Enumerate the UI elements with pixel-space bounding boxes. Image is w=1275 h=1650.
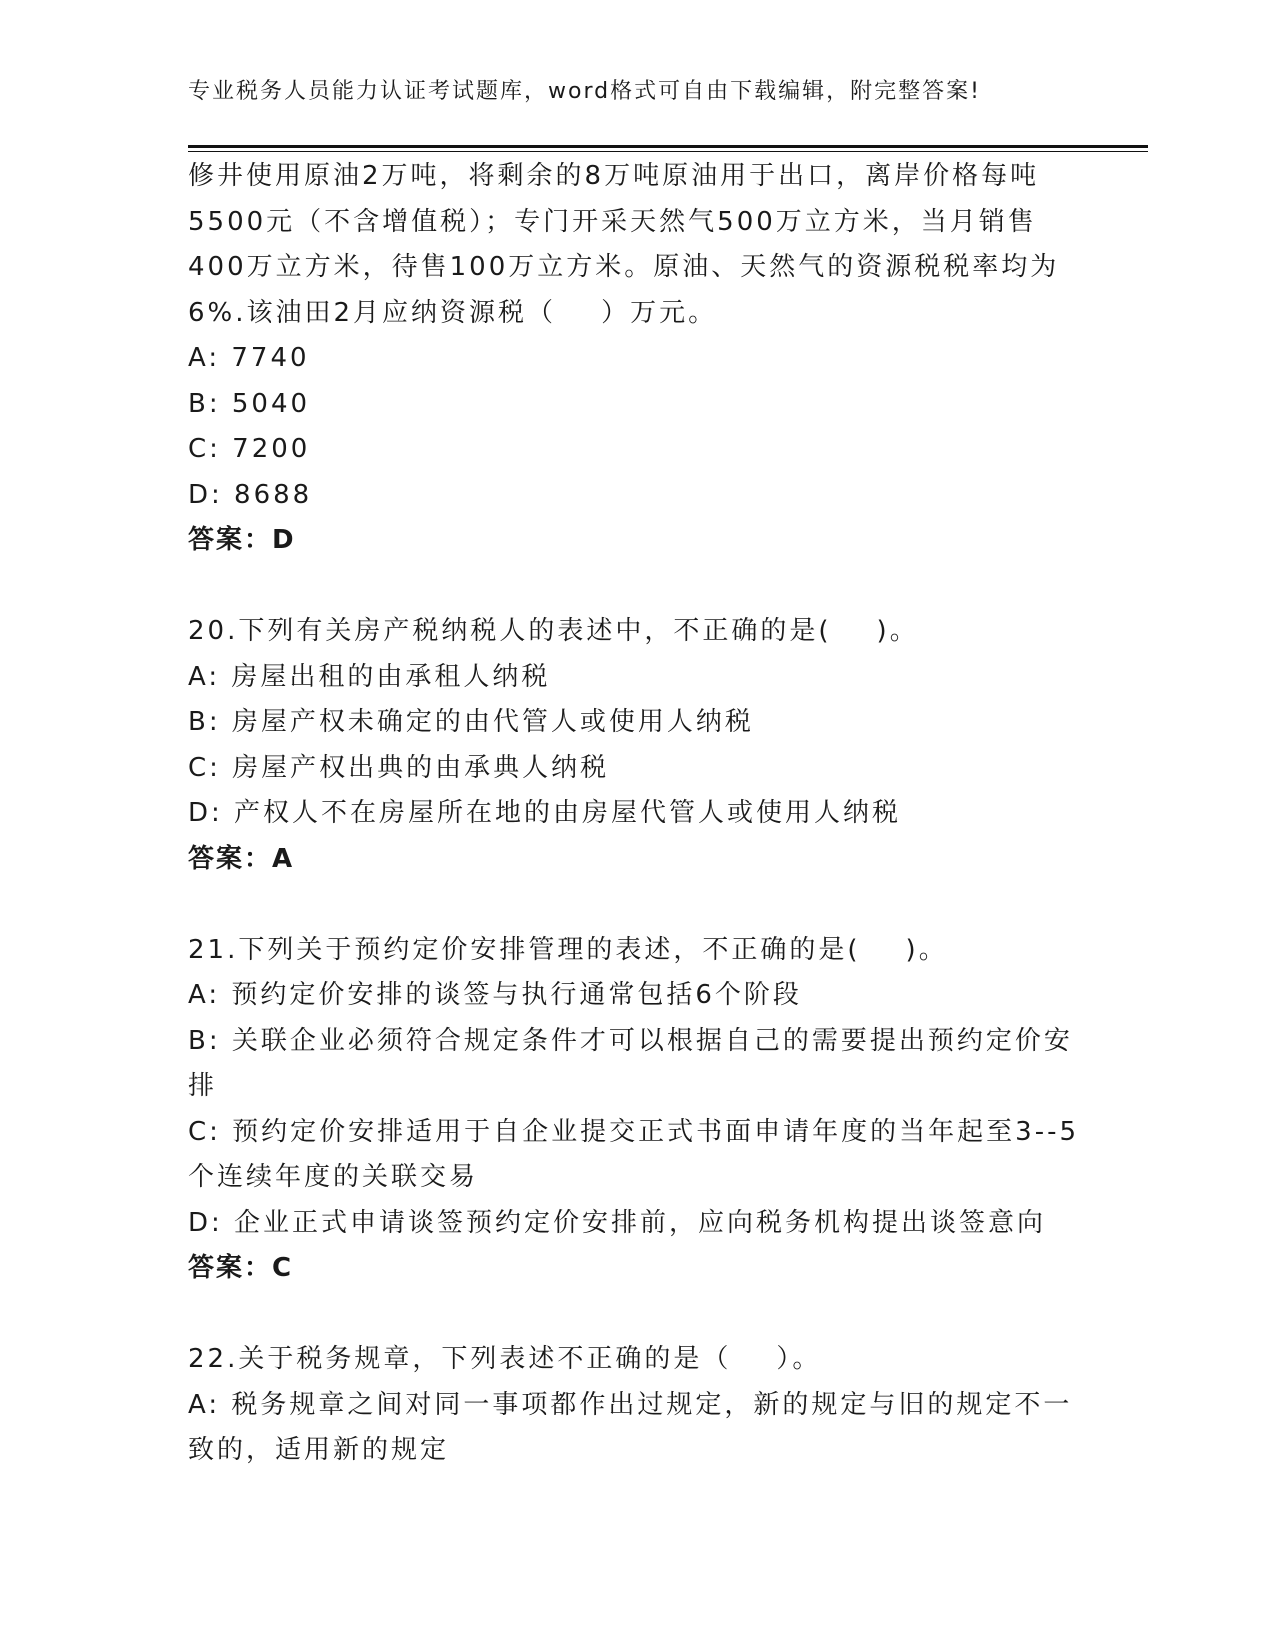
q19-answer: 答案：D	[188, 525, 296, 555]
spacer	[188, 882, 1088, 928]
q19-option-a: A: 7740	[188, 343, 310, 373]
spacer	[188, 1292, 1088, 1338]
q19-option-d: D: 8688	[188, 479, 313, 510]
q22-option-a: A: 税务规章之间对同一事项都作出过规定，新的规定与旧的规定不一	[188, 1389, 1073, 1420]
q20-option-a: A: 房屋出租的由承租人纳税	[188, 661, 551, 692]
q19-stem-line: 修井使用原油2万吨，将剩余的8万吨原油用于出口，离岸价格每吨	[188, 161, 1040, 191]
q20-option-b: B: 房屋产权未确定的由代管人或使用人纳税	[188, 707, 754, 737]
q22-stem: 22.关于税务规章，下列表述不正确的是（ ）。	[188, 1344, 822, 1374]
spacer	[188, 564, 1088, 610]
q21-stem: 21.下列关于预约定价安排管理的表述，不正确的是( )。	[188, 934, 948, 965]
header-rule-thick	[188, 145, 1148, 148]
q19-stem-line: 5500元（不含增值税）；专门开采天然气500万立方米，当月销售	[188, 206, 1037, 237]
q22-option-a-cont: 致的，适用新的规定	[188, 1435, 450, 1465]
q19-stem-line: 6%.该油田2月应纳资源税（ ）万元。	[188, 297, 718, 328]
q20-answer: 答案：A	[188, 843, 295, 874]
q19-stem-line: 400万立方米，待售100万立方米。原油、天然气的资源税税率均为	[188, 252, 1060, 282]
page-header: 专业税务人员能力认证考试题库，word格式可自由下载编辑，附完整答案!	[188, 79, 981, 104]
q19-option-c: C: 7200	[188, 434, 311, 464]
q20-option-d: D: 产权人不在房屋所在地的由房屋代管人或使用人纳税	[188, 798, 902, 828]
q21-option-c: C: 预约定价安排适用于自企业提交正式书面申请年度的当年起至3--5	[188, 1116, 1080, 1147]
q21-option-d: D: 企业正式申请谈签预约定价安排前，应向税务机构提出谈签意向	[188, 1207, 1047, 1238]
header-rule-thin	[188, 151, 1148, 152]
q21-answer: 答案：C	[188, 1253, 294, 1283]
q20-option-c: C: 房屋产权出典的由承典人纳税	[188, 752, 610, 783]
q19-option-b: B: 5040	[188, 388, 311, 419]
document-body	[188, 154, 1088, 1474]
q20-stem: 20.下列有关房产税纳税人的表述中，不正确的是( )。	[188, 616, 919, 646]
q21-option-a: A: 预约定价安排的谈签与执行通常包括6个阶段	[188, 980, 802, 1010]
q21-option-b-cont: 排	[188, 1071, 218, 1101]
q21-option-b: B: 关联企业必须符合规定条件才可以根据自己的需要提出预约定价安	[188, 1025, 1073, 1056]
q21-option-c-cont: 个连续年度的关联交易	[188, 1162, 479, 1192]
